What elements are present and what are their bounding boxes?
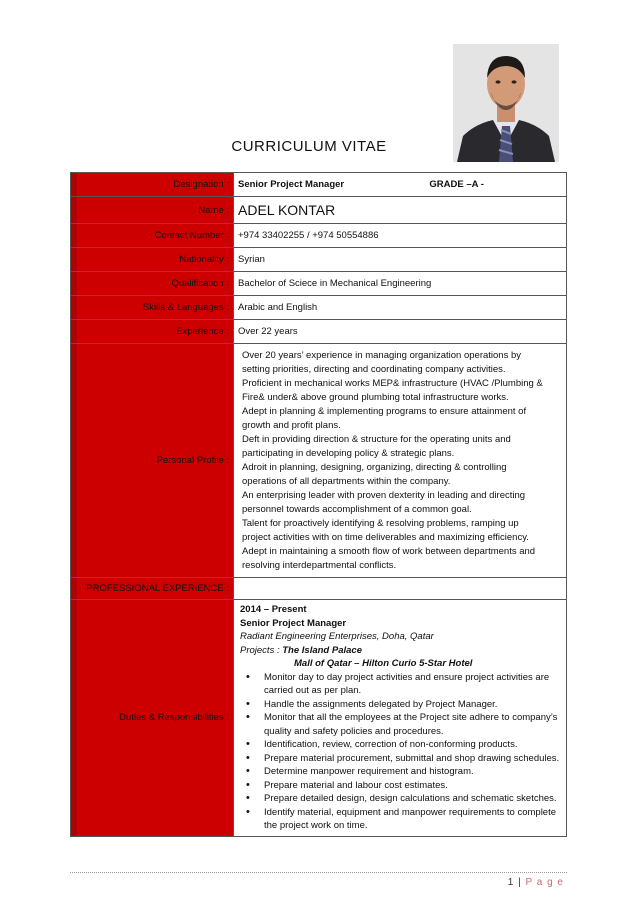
profile-row — [71, 344, 567, 578]
profile-line: Adept in planning & implementing programs to ensure attainment of — [242, 405, 527, 417]
skills-row — [71, 296, 567, 320]
list-item: • Handle the assignments delegated by Project Manager. — [242, 698, 566, 712]
experience-row — [71, 320, 567, 344]
profile-line: Over 20 years’ experience in managing organization operations by — [242, 349, 522, 361]
page-title: CURRICULUM VITAE — [231, 138, 387, 155]
duties-label: Duties & Responsibilities : — [71, 600, 234, 837]
grade-value: GRADE –A - — [429, 179, 484, 190]
professional-label: PROFESSIONAL EXPERIENCE : — [71, 578, 234, 600]
footer-divider — [70, 872, 567, 873]
list-item: • Identification, review, correction of non-conforming products. — [242, 738, 566, 752]
list-item: • Monitor day to day project activities and ensure project activities are carried out as per plan. — [242, 671, 566, 698]
profile-line: setting priorities, directing and coordinating company activities. — [242, 363, 506, 375]
contact-label: Contact Number : — [71, 224, 234, 248]
profile-line: resolving interdepartmental conflicts. — [242, 559, 397, 571]
cv-table — [70, 172, 567, 837]
profile-label: Personal Profile : — [71, 344, 234, 578]
nationality-value: Syrian — [234, 248, 567, 272]
job-company: Radiant Engineering Enterprises, Doha, Qatar — [240, 631, 434, 642]
job-period: 2014 – Present — [240, 604, 307, 615]
profile-line: Talent for proactively identifying & resolving problems, ramping up — [242, 517, 519, 529]
name-value: ADEL KONTAR — [234, 197, 567, 224]
profile-line: personnel towards accomplishment of a common goal. — [242, 503, 472, 515]
footer-separator: | — [518, 877, 522, 888]
experience-value: Over 22 years — [234, 320, 567, 344]
duties-row — [71, 600, 567, 837]
page-footer — [508, 877, 564, 888]
project-name: The Island Palace — [282, 644, 362, 656]
profile-line: participating in developing policy & strategic plans. — [242, 447, 455, 459]
contact-row — [71, 224, 567, 248]
list-item: • Identify material, equipment and manpower requirements to complete the project work on time. — [242, 806, 566, 833]
profile-line: An enterprising leader with proven dexterity in leading and directing — [242, 489, 526, 501]
profile-line: operations of all departments within the company. — [242, 475, 451, 487]
skills-value: Arabic and English — [234, 296, 567, 320]
profile-line: Adept in maintaining a smooth flow of work between departments and — [242, 545, 536, 557]
professional-row — [71, 578, 567, 600]
designation-row — [71, 173, 567, 197]
project-name: Mall of Qatar – Hilton Curio 5-Star Hotel — [294, 658, 473, 669]
duties-content — [234, 600, 567, 837]
nationality-label: Nationality : — [71, 248, 234, 272]
contact-value: +974 33402255 / +974 50554886 — [234, 224, 567, 248]
list-item: • Prepare material procurement, submittal and shop drawing schedules. — [242, 752, 566, 766]
skills-label: Skills & Languages : — [71, 296, 234, 320]
name-label: Name : — [71, 197, 234, 224]
name-row — [71, 197, 567, 224]
profile-line: Fire& under& above ground plumbing total infrastructure works. — [242, 391, 509, 403]
designation-label: Designation : — [71, 173, 234, 197]
duties-list — [238, 671, 566, 833]
nationality-row — [71, 248, 567, 272]
profile-line: Adroit in planning, designing, organizing, directing & controlling — [242, 461, 507, 473]
qualification-value: Bachelor of Sciece in Mechanical Engineering — [234, 272, 567, 296]
profile-text — [234, 344, 567, 578]
job-projects — [238, 644, 566, 658]
profile-line: Deft in providing direction & structure for the operating units and — [242, 433, 511, 445]
job-role: Senior Project Manager — [240, 617, 347, 629]
projects-prefix: Projects : — [240, 644, 283, 656]
designation-value: Senior Project Manager GRADE –A - — [234, 173, 567, 197]
page-number: 1 — [507, 877, 515, 888]
list-item: • Determine manpower requirement and histogram. — [242, 765, 566, 779]
experience-label: Experience : — [71, 320, 234, 344]
profile-line: Proficient in mechanical works MEP& infrastructure (HVAC /Plumbing & — [242, 377, 543, 389]
qualification-label: Qualification : — [71, 272, 234, 296]
list-item: • Prepare material and labour cost estimates. — [242, 779, 566, 793]
list-item: • Monitor that all the employees at the Project site adhere to company’s quality and safety policies and procedures. — [242, 711, 566, 738]
qualification-row — [71, 272, 567, 296]
profile-line: growth and profit plans. — [242, 419, 341, 431]
page-word: P a g e — [525, 877, 564, 888]
list-item: • Prepare detailed design, design calculations and schematic sketches. — [242, 792, 566, 806]
professional-value — [234, 578, 567, 600]
profile-line: project activities with on time deliverables and maximizing efficiency. — [242, 531, 529, 543]
